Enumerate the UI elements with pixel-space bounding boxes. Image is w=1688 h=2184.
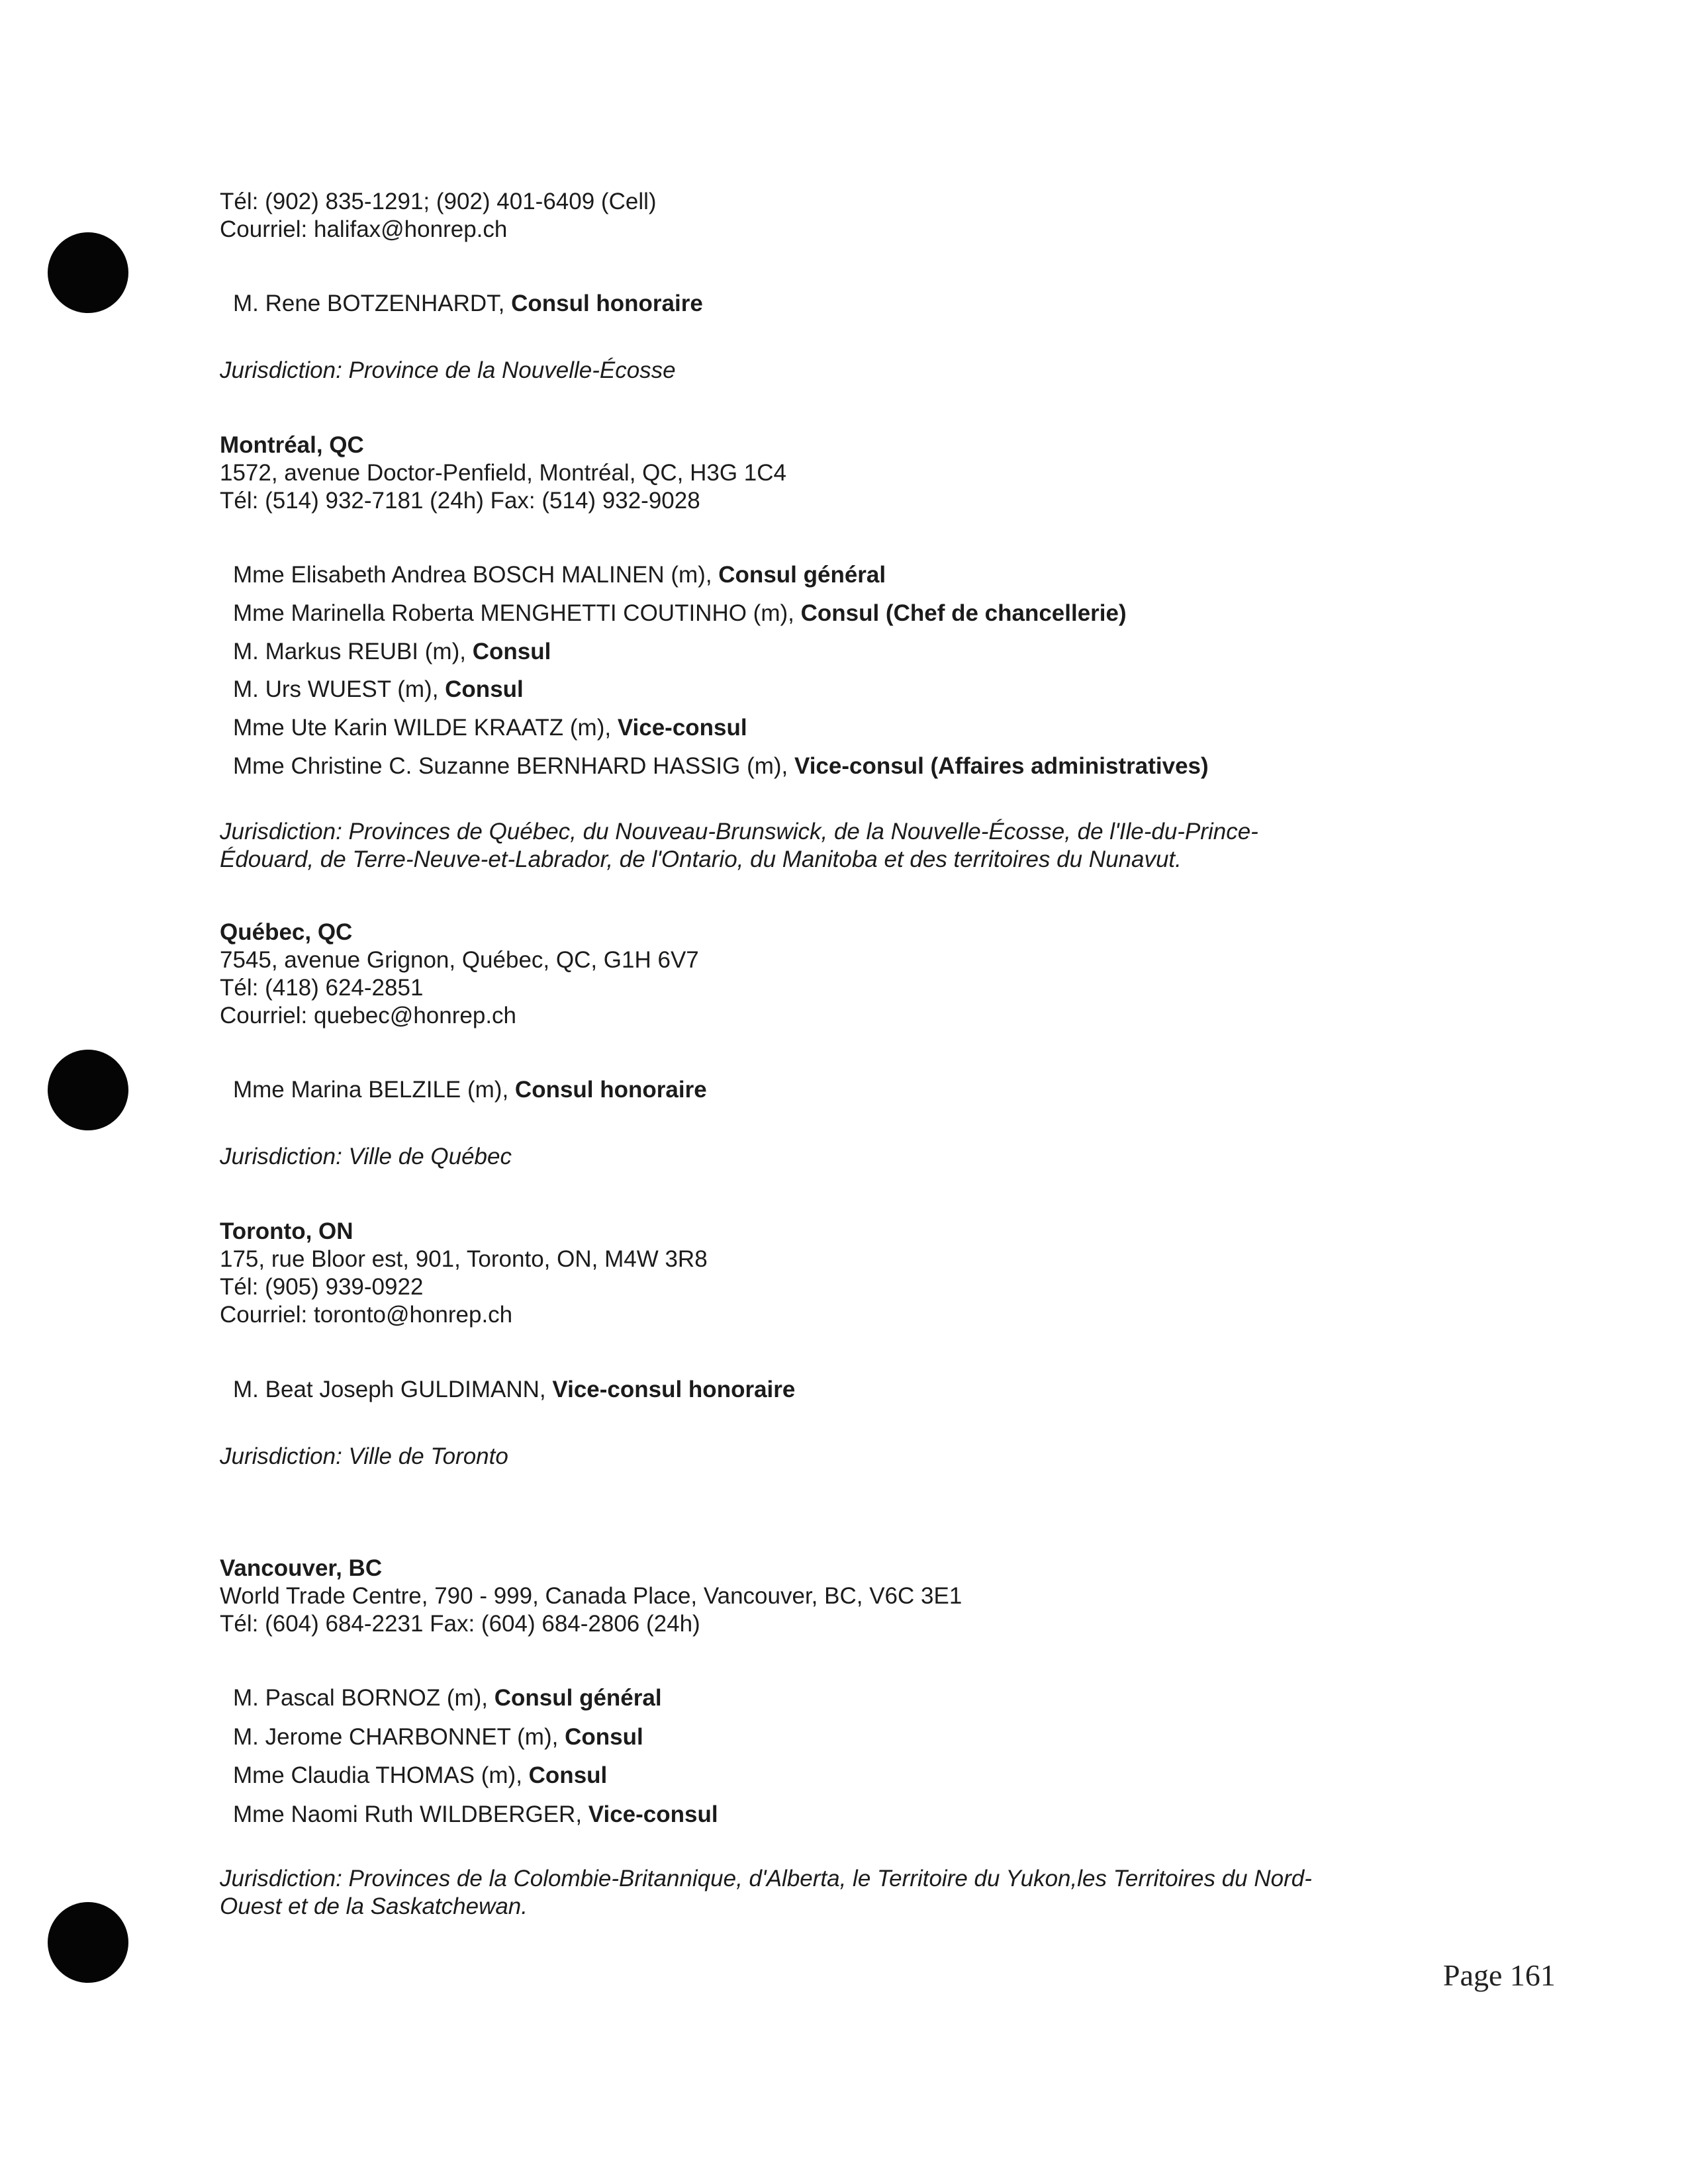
montreal-address: 1572, avenue Doctor-Penfield, Montréal, QC, H3G 1C4 (220, 460, 786, 486)
city-heading: Toronto, ON (220, 1218, 353, 1244)
vancouver-person: M. Pascal BORNOZ (m), Consul général (233, 1685, 662, 1711)
person-title: Consul honoraire (511, 291, 703, 316)
halifax-contact (220, 188, 1477, 244)
vancouver-address: World Trade Centre, 790 - 999, Canada Place, Vancouver, BC, V6C 3E1 (220, 1583, 962, 1609)
toronto-jurisdiction: Jurisdiction: Ville de Toronto (220, 1443, 508, 1469)
toronto-phone: Tél: (905) 939-0922 (220, 1274, 424, 1300)
montreal-person: Mme Ute Karin WILDE KRAATZ (m), Vice-consul (233, 715, 747, 741)
montreal-section (220, 432, 1477, 515)
city-heading: Québec, QC (220, 919, 353, 945)
quebec-address: 7545, avenue Grignon, Québec, QC, G1H 6V7 (220, 947, 699, 973)
montreal-person: Mme Christine C. Suzanne BERNHARD HASSIG (m), Vice-consul (Affaires administratives) (233, 753, 1209, 779)
quebec-person: Mme Marina BELZILE (m), Consul honoraire (233, 1077, 707, 1103)
halifax-jurisdiction: Jurisdiction: Province de la Nouvelle-Écosse (220, 357, 676, 383)
quebec-email: Courriel: quebec@honrep.ch (220, 1003, 517, 1028)
quebec-phone: Tél: (418) 624-2851 (220, 975, 424, 1001)
vancouver-person: M. Jerome CHARBONNET (m), Consul (233, 1724, 643, 1750)
montreal-jurisdiction: Jurisdiction: Provinces de Québec, du Nouveau-Brunswick, de la Nouvelle-Écosse, de l'Ile-du-Prince- Édouard, de Terre-Neuve-et-Labrador, de l'Ontario, du Manitoba et des territoires du Nunavut. (220, 819, 1258, 872)
halifax-email: Courriel: halifax@honrep.ch (220, 216, 508, 242)
toronto-email: Courriel: toronto@honrep.ch (220, 1302, 513, 1328)
vancouver-person: Mme Claudia THOMAS (m), Consul (233, 1762, 608, 1788)
halifax-person (233, 290, 703, 318)
punch-hole-top (48, 232, 128, 313)
montreal-person: M. Markus REUBI (m), Consul (233, 639, 551, 664)
toronto-address: 175, rue Bloor est, 901, Toronto, ON, M4W 3R8 (220, 1246, 708, 1272)
montreal-person: M. Urs WUEST (m), Consul (233, 676, 524, 702)
punch-hole-bottom (48, 1902, 128, 1983)
quebec-jurisdiction: Jurisdiction: Ville de Québec (220, 1144, 512, 1169)
halifax-phone: Tél: (902) 835-1291; (902) 401-6409 (Cell) (220, 189, 657, 214)
montreal-phone: Tél: (514) 932-7181 (24h) Fax: (514) 932-9028 (220, 488, 700, 514)
vancouver-person: Mme Naomi Ruth WILDBERGER, Vice-consul (233, 1801, 718, 1827)
toronto-section (220, 1218, 1477, 1329)
page-number: Page 161 (1443, 1958, 1556, 1992)
punch-hole-middle (48, 1050, 128, 1130)
vancouver-section (220, 1555, 1477, 1638)
montreal-person: Mme Marinella Roberta MENGHETTI COUTINHO (m), Consul (Chef de chancellerie) (233, 600, 1127, 626)
quebec-section (220, 919, 1477, 1030)
city-heading: Montréal, QC (220, 432, 364, 458)
vancouver-jurisdiction: Jurisdiction: Provinces de la Colombie-Britannique, d'Alberta, le Territoire du Yukon,les Territoires du Nord- Ouest et de la Saskatchewan. (220, 1866, 1312, 1919)
toronto-person: M. Beat Joseph GULDIMANN, Vice-consul honoraire (233, 1377, 796, 1402)
person-name: M. Rene BOTZENHARDT, (233, 291, 512, 316)
city-heading: Vancouver, BC (220, 1555, 383, 1581)
vancouver-phone: Tél: (604) 684-2231 Fax: (604) 684-2806 (24h) (220, 1611, 700, 1637)
montreal-person: Mme Elisabeth Andrea BOSCH MALINEN (m), Consul général (233, 562, 886, 588)
